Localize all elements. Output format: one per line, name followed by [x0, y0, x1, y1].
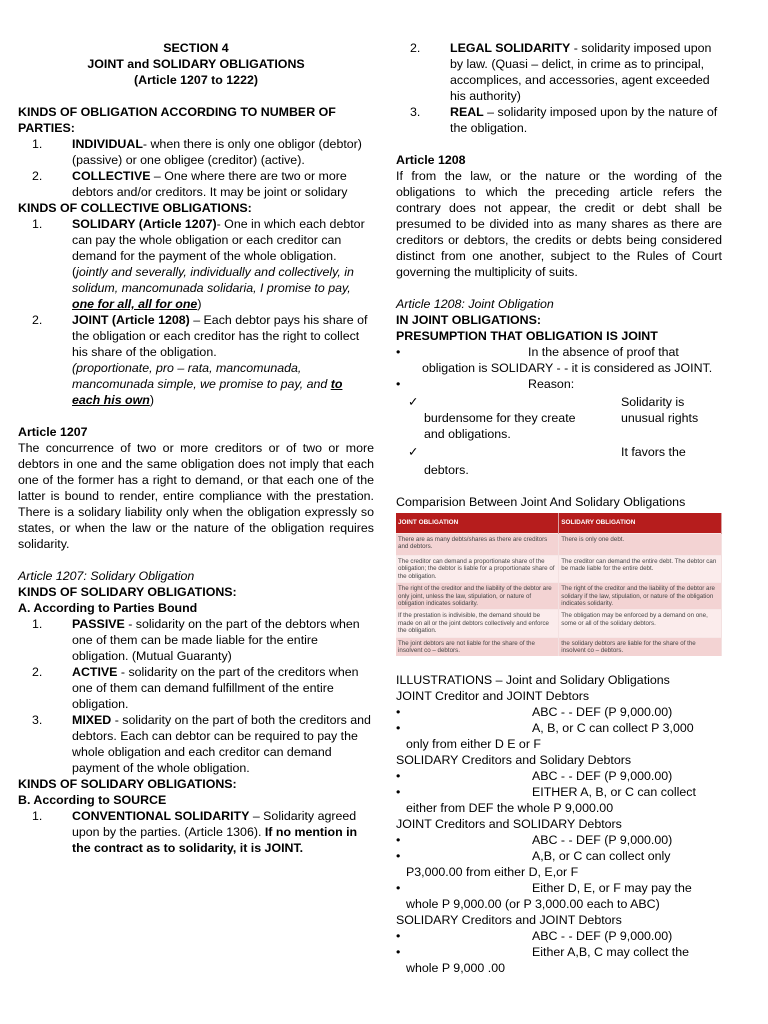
section-articles: (Article 1207 to 1222): [134, 73, 258, 87]
list-item: • EITHER A, B, or C can collect either from DEF the whole P 9,000.00: [396, 785, 696, 816]
list-item: 1. CONVENTIONAL SOLIDARITY – Solidarity agreed upon by the parties. (Article 1306). If no mention in the contract as to solidarity, it is JOINT.: [32, 809, 358, 855]
table-row: [396, 556, 722, 583]
list-item: 2. LEGAL SOLIDARITY - solidarity imposed upon by law. (Quasi – delict, in crime as to principal, accomplices, and accessories, agent exceeded his authority): [410, 41, 712, 103]
in-joint-obligations-heading: IN JOINT OBLIGATIONS:: [396, 313, 542, 327]
table-header: SOLIDARY OBLIGATION: [559, 513, 722, 534]
presumption-heading: PRESUMPTION THAT OBLIGATION IS JOINT: [396, 329, 658, 343]
list-item: ✓ Solidarity is burdensome for they create unusual rights and obligations.: [408, 395, 699, 441]
table-cell: The joint debtors are not liable for the share of the insolvent co – debtors.: [396, 637, 559, 656]
table-cell: the solidary debtors are liable for the share of the insolvent co – debtors.: [559, 637, 722, 656]
illustration-group: [396, 912, 722, 976]
kinds-solidary-list-b-continued: [396, 40, 722, 136]
list-item: 2. COLLECTIVE – One where there are two or more debtors and/or creditors. It may be joint or solidary: [32, 169, 348, 199]
list-item: 1. INDIVIDUAL- when there is only one obligor (debtor) (passive) or one obligee (creditor) (active).: [32, 137, 362, 167]
comparison-table: [396, 513, 722, 656]
section-subtitle: JOINT and SOLIDARY OBLIGATIONS: [87, 57, 305, 71]
check-icon: ✓: [408, 395, 419, 409]
table-header: JOINT OBLIGATION: [396, 513, 559, 534]
illustration-title: JOINT Creditors and SOLIDARY Debtors: [396, 817, 622, 832]
table-row: [396, 583, 722, 610]
list-item: 2. JOINT (Article 1208) – Each debtor pays his share of the obligation or each creditor has the right to collect his share of the obligation. (proportionate, pro – rata, mancomunada, mancomunada simple, we promise to pay, and to each his own): [32, 313, 368, 407]
article-1207-heading: Article 1207: [18, 425, 88, 439]
table-cell: There are as many debts/shares as there are creditors and debtors.: [396, 534, 559, 556]
table-cell: The right of the creditor and the liability of the debtor are solidary if the law, stipulation, or nature of the obligation indicates solidarity.: [559, 583, 722, 610]
illustration-title: JOINT Creditor and JOINT Debtors: [396, 689, 590, 704]
illustration-title: SOLIDARY Creditors and Solidary Debtors: [396, 753, 632, 768]
article-1208-heading: Article 1208: [396, 153, 466, 167]
list-item: • A, B, or C can collect P 3,000 only from either D E or F: [396, 721, 694, 752]
list-item: 3. MIXED - solidarity on the part of both the creditors and debtors. Each can debtor can be required to pay the whole obligation and each creditor can demand payment of the whole obligation.: [32, 713, 371, 775]
right-column: [396, 40, 722, 976]
list-item: 1. SOLIDARY (Article 1207)- One in which each debtor can pay the whole obligation or each creditor can demand for the payment of the whole obligation. (jointly and severally, individually and collectively, in solidum, mancomunada solidaria, I promise to pay, one for all, all for one): [32, 217, 365, 311]
illustrations-heading: ILLUSTRATIONS – Joint and Solidary Obligations: [396, 673, 670, 688]
list-item: 3. REAL – solidarity imposed upon by the nature of the obligation.: [410, 105, 718, 135]
illustration-group: [396, 688, 722, 752]
list-item: • Either A,B, C may collect the whole P 9,000 .00: [396, 945, 690, 976]
list-item: • Either D, E, or F may pay the whole P 9,000.00 (or P 3,000.00 each to ABC): [396, 881, 692, 912]
list-item: • ABC - - DEF (P 9,000.00): [396, 705, 673, 720]
kinds-solidary-heading-b: KINDS OF SOLIDARY OBLIGATIONS:: [18, 777, 237, 791]
left-column: [18, 40, 374, 856]
table-cell: If the prestation is indivisible, the demand should be made on all or the joint debtors collectively and enforce the obligation.: [396, 610, 559, 637]
kinds-solidary-sub-a: A. According to Parties Bound: [18, 601, 198, 615]
kinds-solidary-list-a: [18, 616, 374, 776]
table-cell: There is only one debt.: [559, 534, 722, 556]
kinds-collective-list: [18, 216, 374, 408]
kinds-by-parties-list: [18, 136, 374, 200]
table-cell: The creditor can demand the entire debt. The debtor can be made liable for the entire debt.: [559, 556, 722, 583]
table-cell: The right of the creditor and the liability of the debtor are only joint, unless the law, stipulation, or nature of obligation indicates solidarity.: [396, 583, 559, 610]
list-item: ✓ It favors the debtors.: [408, 445, 686, 477]
table-cell: The obligation may be enforced by a demand on one, some or all of the solidary debtors.: [559, 610, 722, 637]
table-row: [396, 534, 722, 556]
kinds-by-parties-heading: KINDS OF OBLIGATION ACCORDING TO NUMBER OF PARTIES:: [18, 105, 336, 135]
list-item: • ABC - - DEF (P 9,000.00): [396, 833, 673, 848]
illustration-group: [396, 752, 722, 816]
illustration-title: SOLIDARY Creditors and JOINT Debtors: [396, 913, 622, 928]
check-icon: ✓: [408, 445, 419, 459]
list-item: • ABC - - DEF (P 9,000.00): [396, 769, 673, 784]
list-item: • ABC - - DEF (P 9,000.00): [396, 929, 673, 944]
kinds-collective-heading: KINDS OF COLLECTIVE OBLIGATIONS:: [18, 201, 252, 215]
list-item: • A,B, or C can collect only P3,000.00 from either D, E,or F: [396, 849, 671, 880]
illustration-group: [396, 816, 722, 912]
joint-obligation-heading: Article 1208: Joint Obligation: [396, 297, 554, 311]
kinds-solidary-list-b: [18, 808, 374, 856]
table-cell: The creditor can demand a proportionate share of the obligation; the debtor is liable for a proportionate share of the obligation.: [396, 556, 559, 583]
table-row: [396, 637, 722, 656]
kinds-solidary-heading: KINDS OF SOLIDARY OBLIGATIONS:: [18, 585, 237, 599]
kinds-solidary-sub-b: B. According to SOURCE: [18, 793, 167, 807]
list-item: 2. ACTIVE - solidarity on the part of the creditors when one of them can demand fulfillment of the entire obligation.: [32, 665, 359, 711]
comparison-title: Comparision Between Joint And Solidary Obligations: [396, 495, 686, 509]
list-item: • In the absence of proof that obligation is SOLIDARY - - it is considered as JOINT.: [396, 345, 713, 375]
table-header-row: [396, 513, 722, 534]
section-title: SECTION 4: [163, 41, 229, 55]
solidary-obligation-heading: Article 1207: Solidary Obligation: [18, 569, 195, 583]
article-1207-text: The concurrence of two or more creditors or of two or more debtors in one and the same obligation does not imply that each one of the former has a right to demand, or that each one of the latter is bound to render, entire compliance with the prestation. There is a solidary liability only when the obligation expressly so states, or when the law or the nature of the obligation requires solidarity.: [18, 441, 374, 551]
article-1208-text: If from the law, or the nature or the wording of the obligations to which the preceding article refers the contrary does not appear, the credit or debt shall be presumed to be divided into as many shares as there are creditors or debtors, the credits or debts being considered distinct from one another, subject to the Rules of Court governing the multiplicity of suits.: [396, 169, 722, 279]
table-row: [396, 610, 722, 637]
list-item: • Reason:: [396, 377, 575, 391]
list-item: 1. PASSIVE - solidarity on the part of the debtors when one of them can be made liable for the entire obligation. (Mutual Guaranty): [32, 617, 360, 663]
